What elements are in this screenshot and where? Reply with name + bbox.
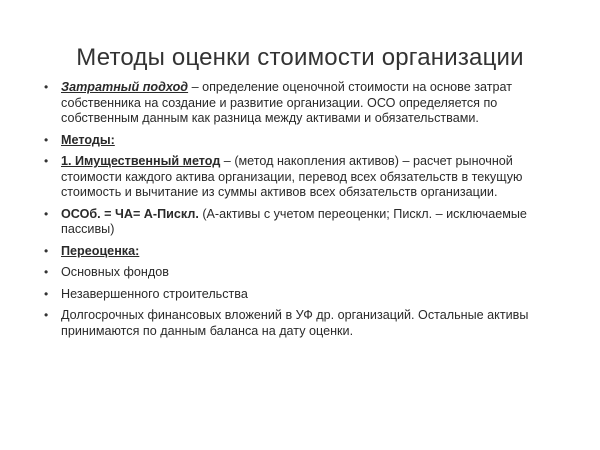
list-item [44,244,574,260]
list-item [44,308,574,339]
item-lead: Затратный подход [61,80,189,94]
bullet-icon: • [44,154,49,168]
item-text: Незавершенного строительства [61,286,248,301]
list-item [44,80,574,127]
item-lead: ОСОб. = ЧА= А-Пискл. [61,206,199,221]
list-item [44,287,574,303]
item-lead: Методы: [61,132,115,147]
bullet-icon: • [44,243,49,258]
bullet-icon: • [44,286,49,301]
bullet-icon: • [44,308,49,322]
bullet-icon: • [44,265,49,279]
list-item [44,154,574,201]
bullet-list [44,80,574,345]
item-lead: 1. Имущественный метод [61,154,221,168]
list-item [44,265,574,281]
slide-title: Методы оценки стоимости организации [76,44,524,71]
list-item [44,207,574,238]
bullet-icon: • [44,206,49,221]
item-text: – (метод накопления активов) – расчет рыночной стоимости каждого актива организации, перевод всех обязательств в текущую стоимость и вычитание из суммы активов всех обязательств организации. [61,154,523,199]
item-lead: Переоценка: [61,243,140,258]
bullet-icon: • [44,80,49,94]
item-text: – определение оценочной стоимости на основе затрат собственника на создание и развитие организации. ОСО определяется по собственным данным как разница между активами и обязательствами. [61,80,513,125]
item-text: Долгосрочных финансовых вложений в УФ др. организаций. Остальные активы принимаются по данным баланса на дату оценки. [61,308,529,338]
bullet-icon: • [44,132,49,147]
item-text: Основных фондов [61,265,169,279]
item-text: (А-активы с учетом переоценки; Пискл. – исключаемые пассивы) [61,206,527,236]
list-item [44,133,574,149]
